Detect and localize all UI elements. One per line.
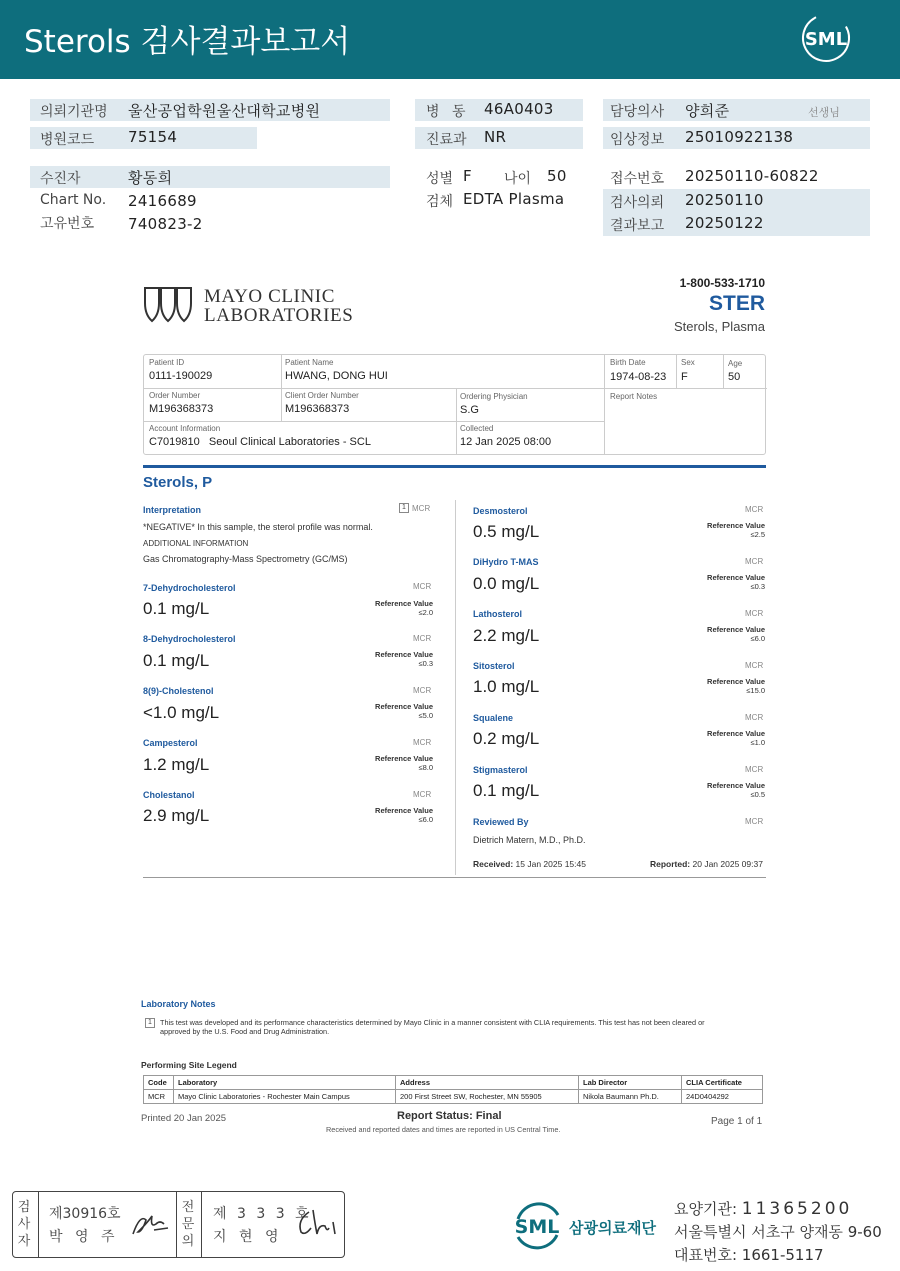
footer-tel-value: 1661-5117 — [741, 1246, 824, 1264]
test-reference — [375, 650, 433, 668]
reviewed-title: Reviewed By — [473, 817, 529, 827]
ref-label: Reference Value — [707, 521, 765, 530]
test-reference — [707, 677, 765, 695]
doctor-suffix: 선생님 — [808, 106, 840, 119]
ref-value: ≤15.0 — [746, 686, 765, 695]
client-order-label: Client Order Number — [285, 391, 359, 400]
section-rule — [143, 465, 766, 468]
ref-label: Reference Value — [707, 677, 765, 686]
brand-name: 삼광의료재단 — [569, 1219, 656, 1237]
interpretation-title: Interpretation — [143, 505, 202, 515]
birth-label: Birth Date — [610, 358, 646, 367]
sml-footer-logo-icon — [510, 1199, 565, 1254]
test-site: MCR — [413, 686, 432, 695]
account-label: Account Information — [149, 424, 221, 433]
legend-cell: 24D0404292 — [682, 1090, 763, 1104]
ref-value: ≤2.0 — [418, 608, 433, 617]
divider — [676, 355, 677, 388]
test-name: 7-Dehydrocholesterol — [143, 583, 236, 593]
hospital-code-label: 병원코드 — [40, 132, 95, 148]
test-name: Campesterol — [143, 738, 198, 748]
sml-logo-text: SML — [804, 29, 848, 50]
divider — [281, 388, 282, 422]
received-value: 15 Jan 2025 15:45 — [515, 859, 586, 869]
test-reference — [375, 754, 433, 772]
test-reference — [375, 599, 433, 617]
divider — [723, 355, 724, 388]
sex-value-mayo: F — [681, 371, 688, 383]
ref-label: Reference Value — [707, 729, 765, 738]
legend-cell: Nikola Baumann Ph.D. — [579, 1090, 682, 1104]
age-label-mayo: Age — [728, 359, 743, 368]
sml-logo-icon — [800, 12, 852, 64]
test-site: MCR — [745, 557, 764, 566]
age-value-mayo: 50 — [728, 371, 741, 383]
test-name: Stigmasterol — [473, 765, 528, 775]
ref-value: ≤0.3 — [750, 582, 765, 591]
test-name: Desmosterol — [473, 506, 528, 516]
collected-label: Collected — [460, 424, 494, 433]
ref-value: ≤1.0 — [750, 738, 765, 747]
test-name: Cholestanol — [143, 790, 195, 800]
received-label: Received: — [473, 859, 514, 869]
legend-header-cell: Lab Director — [579, 1076, 682, 1090]
divider — [38, 1192, 39, 1257]
test-site: MCR — [413, 634, 432, 643]
sex-label: 성별 — [426, 171, 454, 187]
age-value: 50 — [547, 167, 567, 185]
order-value: M196368373 — [149, 403, 214, 415]
test-reference — [707, 573, 765, 591]
ref-label: Reference Value — [375, 806, 433, 815]
results-end-rule — [143, 877, 766, 878]
clinical-label: 임상정보 — [610, 132, 665, 148]
patient-id: 0111-190029 — [149, 370, 213, 382]
ref-value: ≤8.0 — [418, 763, 433, 772]
institution-code-label: 요양기관: — [674, 1200, 738, 1218]
requester-value: 울산공업학원울산대학교병원 — [128, 102, 321, 120]
collected-value: 12 Jan 2025 08:00 — [460, 436, 552, 448]
ref-value: ≤5.0 — [418, 711, 433, 720]
test-site: MCR — [413, 738, 432, 747]
page-number: Page 1 of 1 — [711, 1116, 763, 1127]
stamp-name-1: 박 영 주 — [49, 1229, 119, 1245]
interpretation-line3: Gas Chromatography-Mass Spectrometry (GC/MS) — [143, 554, 348, 564]
ref-label: Reference Value — [375, 754, 433, 763]
doctor-label: 담당의사 — [610, 104, 665, 120]
legend-header-cell: Laboratory — [174, 1076, 396, 1090]
site-legend-table — [143, 1075, 763, 1104]
column-divider — [455, 500, 456, 875]
stamp-col-text: 검사자 — [17, 1200, 31, 1249]
signature-stamp — [12, 1191, 345, 1258]
doctor-value: 양희준 — [685, 102, 730, 120]
report-notes-label: Report Notes — [610, 392, 658, 401]
legend-title: Performing Site Legend — [141, 1060, 237, 1070]
order-label: Order Number — [149, 391, 201, 400]
test-reference — [707, 521, 765, 539]
test-name: DiHydro T-MAS — [473, 557, 539, 567]
sex-label-mayo: Sex — [681, 358, 695, 367]
reviewer-name: Dietrich Matern, M.D., Ph.D. — [473, 835, 586, 845]
account-value: C7019810 Seoul Clinical Laboratories - SCL — [149, 436, 371, 448]
test-value: 0.1 mg/L — [143, 599, 210, 618]
test-name: Lathosterol — [473, 609, 523, 619]
lab-note-badge: 1 — [145, 1018, 155, 1028]
received-info — [473, 859, 586, 869]
divider — [144, 388, 767, 389]
chart-label: Chart No. — [40, 192, 107, 208]
ref-label: Reference Value — [707, 625, 765, 634]
institution-code-value: 11365200 — [741, 1199, 853, 1219]
patient-name-label: Patient Name — [285, 358, 334, 367]
interpretation-line2: ADDITIONAL INFORMATION — [143, 539, 249, 548]
divider — [144, 421, 604, 422]
dept-label: 진료과 — [426, 132, 467, 148]
signature-1-icon — [130, 1210, 172, 1240]
band — [30, 166, 390, 188]
report-title: Sterols 검사결과보고서 — [24, 24, 351, 60]
lab-notes-title: Laboratory Notes — [141, 999, 216, 1009]
stamp-col-label-2 — [181, 1199, 199, 1250]
report-status-note: Received and reported dates and times are reported in US Central Time. — [326, 1125, 561, 1134]
test-name: Squalene — [473, 713, 514, 723]
test-value: 1.2 mg/L — [143, 755, 210, 774]
stamp-col-text: 전문의 — [181, 1200, 195, 1249]
test-name: 8-Dehydrocholesterol — [143, 634, 236, 644]
reported-value: 20 Jan 2025 09:37 — [692, 859, 763, 869]
physician-label: Ordering Physician — [460, 392, 528, 401]
test-value: 0.1 mg/L — [473, 781, 540, 800]
interpretation-site: MCR — [412, 504, 431, 513]
mayo-logo-line1: MAYO CLINIC — [204, 286, 335, 307]
divider — [201, 1192, 202, 1257]
test-value: 0.5 mg/L — [473, 522, 540, 541]
specimen-label: 검체 — [426, 194, 454, 210]
report-header — [0, 0, 900, 79]
ward-value: 46A0403 — [484, 100, 554, 118]
note-badge: 1 — [399, 503, 409, 513]
legend-cell: 200 First Street SW, Rochester, MN 55905 — [396, 1090, 579, 1104]
ref-label: Reference Value — [375, 650, 433, 659]
test-value: 2.2 mg/L — [473, 626, 540, 645]
lab-note-line2: approved by the U.S. Food and Drug Administration. — [160, 1027, 330, 1036]
ref-label: Reference Value — [375, 599, 433, 608]
report-status: Report Status: Final — [397, 1110, 502, 1122]
report-date-label: 결과보고 — [610, 218, 665, 234]
section-title: Sterols, P — [143, 474, 213, 491]
legend-header-cell: Code — [144, 1076, 174, 1090]
test-value: 1.0 mg/L — [473, 677, 540, 696]
ref-value: ≤0.3 — [418, 659, 433, 668]
legend-header-cell: Address — [396, 1076, 579, 1090]
specimen-value: EDTA Plasma — [463, 190, 565, 208]
test-site: MCR — [413, 790, 432, 799]
chart-value: 2416689 — [128, 192, 197, 210]
stamp-license-2: 제 3 3 3 호 — [213, 1206, 312, 1222]
test-name: 8(9)-Cholestenol — [143, 686, 214, 696]
clinical-value: 25010922138 — [685, 128, 794, 146]
test-reference — [707, 729, 765, 747]
interpretation-line1: *NEGATIVE* In this sample, the sterol profile was normal. — [143, 522, 373, 532]
legend-header-cell: CLIA Certificate — [682, 1076, 763, 1090]
patient-name: HWANG, DONG HUI — [285, 370, 388, 382]
legend-row — [144, 1090, 763, 1104]
printed-date: Printed 20 Jan 2025 — [141, 1113, 227, 1124]
physician-value: S.G — [460, 404, 479, 416]
divider — [604, 355, 605, 454]
stamp-col-label-1 — [17, 1199, 35, 1250]
test-site: MCR — [745, 661, 764, 670]
ref-label: Reference Value — [707, 573, 765, 582]
receipt-value: 20250110-60822 — [685, 167, 819, 185]
test-reference — [375, 702, 433, 720]
test-site: MCR — [745, 765, 764, 774]
test-value: 2.9 mg/L — [143, 806, 210, 825]
test-value: <1.0 mg/L — [143, 703, 220, 722]
sml-footer-logo-text: SML — [514, 1216, 560, 1238]
patient-label: 수진자 — [40, 171, 81, 187]
test-reference — [375, 806, 433, 824]
request-date-label: 검사의뢰 — [610, 195, 665, 211]
ref-label: Reference Value — [375, 702, 433, 711]
test-value: 0.2 mg/L — [473, 729, 540, 748]
birth-value: 1974-08-23 — [610, 371, 667, 383]
signature-2-icon — [295, 1206, 339, 1240]
test-reference — [707, 625, 765, 643]
patient-id-label: Patient ID — [149, 358, 185, 367]
ref-value: ≤6.0 — [750, 634, 765, 643]
ref-value: ≤2.5 — [750, 530, 765, 539]
footer-tel-label: 대표번호: — [674, 1246, 738, 1264]
institution-code — [674, 1198, 852, 1219]
test-site: MCR — [413, 582, 432, 591]
ref-label: Reference Value — [707, 781, 765, 790]
reported-label: Reported: — [650, 859, 691, 869]
mayo-logo-line2: LABORATORIES — [204, 305, 354, 326]
dept-value: NR — [484, 128, 507, 146]
sex-value: F — [463, 167, 472, 185]
patient-value: 황동희 — [128, 169, 173, 187]
mayo-phone: 1-800-533-1710 — [679, 276, 765, 290]
patient-box — [143, 354, 766, 455]
legend-header-row — [144, 1076, 763, 1090]
ref-value: ≤0.5 — [750, 790, 765, 799]
mayo-shields-icon — [143, 285, 193, 325]
divider — [176, 1192, 177, 1257]
test-name: Sitosterol — [473, 661, 515, 671]
test-code: STER — [708, 292, 765, 315]
test-value: 0.0 mg/L — [473, 574, 540, 593]
footer-address: 서울특별시 서초구 양재동 9-60 — [674, 1223, 882, 1241]
requester-label: 의뢰기관명 — [40, 104, 108, 120]
test-subtitle: Sterols, Plasma — [673, 319, 765, 334]
test-site: MCR — [745, 505, 764, 514]
lab-note-line1: This test was developed and its performance characteristics determined by Mayo Clinic in a manner consistent with CLIA requirements. This test has not been cleared or — [160, 1018, 705, 1027]
stamp-license-1: 제30916호 — [49, 1206, 121, 1222]
reviewed-site: MCR — [745, 817, 764, 826]
legend-cell: Mayo Clinic Laboratories - Rochester Main Campus — [174, 1090, 396, 1104]
test-site: MCR — [745, 713, 764, 722]
test-site: MCR — [745, 609, 764, 618]
test-reference — [707, 781, 765, 799]
request-date-value: 20250110 — [685, 191, 764, 209]
age-label: 나이 — [504, 171, 532, 187]
footer-tel — [674, 1244, 824, 1265]
ward-label: 병 동 — [426, 104, 470, 120]
reported-info — [650, 859, 763, 869]
unique-value: 740823-2 — [128, 215, 203, 233]
receipt-label: 접수번호 — [610, 171, 665, 187]
ref-value: ≤6.0 — [418, 815, 433, 824]
stamp-name-2: 지 현 영 — [213, 1229, 283, 1245]
unique-label: 고유번호 — [40, 216, 95, 232]
legend-cell: MCR — [144, 1090, 174, 1104]
test-value: 0.1 mg/L — [143, 651, 210, 670]
report-date-value: 20250122 — [685, 214, 764, 232]
divider — [281, 355, 282, 388]
client-order-value: M196368373 — [285, 403, 350, 415]
hospital-code-value: 75154 — [128, 128, 178, 146]
